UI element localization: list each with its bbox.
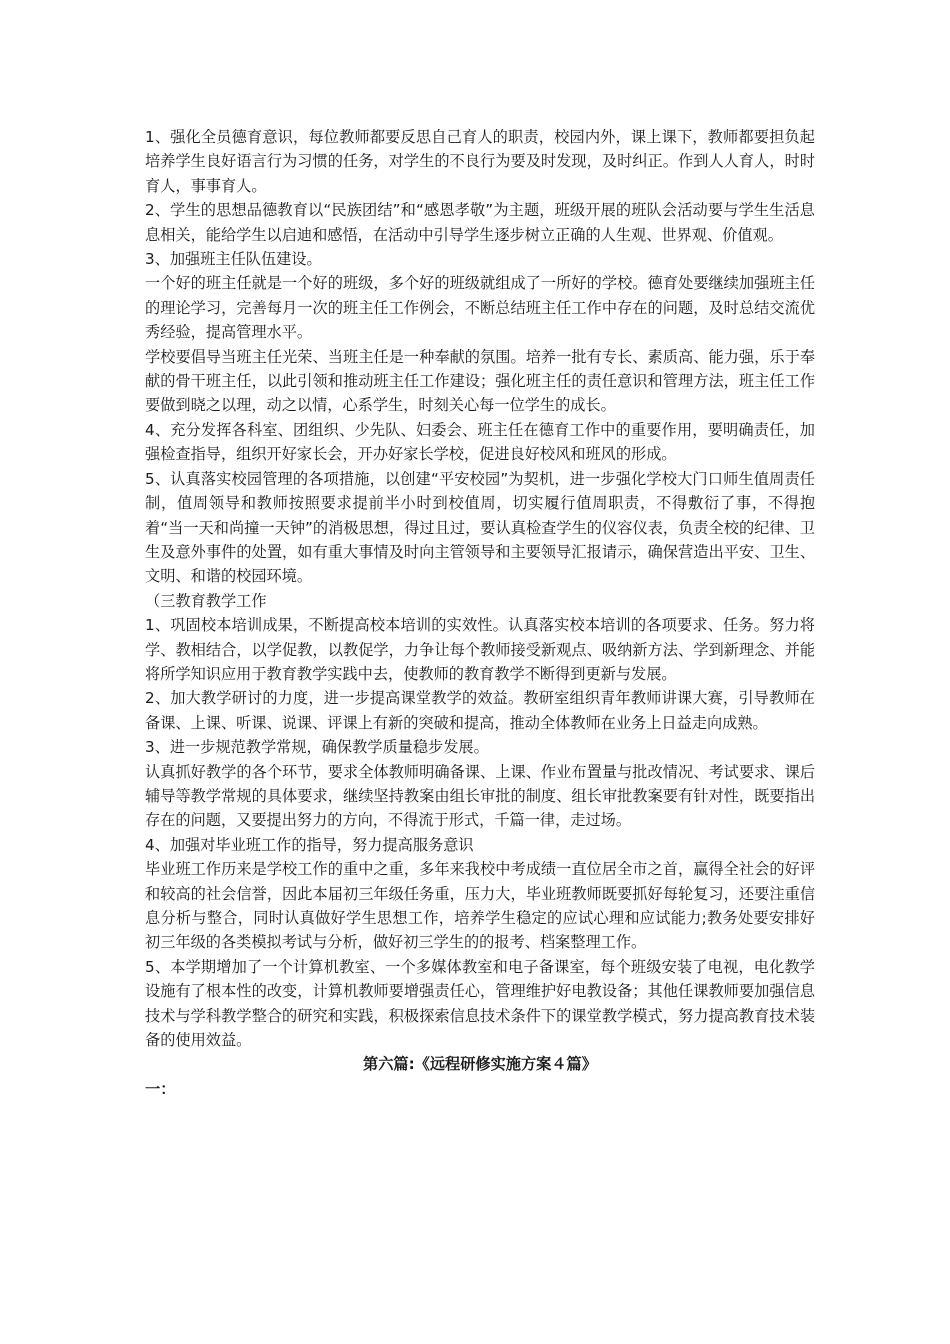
paragraph-class-teacher-team: 3、加强班主任队伍建设。 [145, 250, 322, 269]
paragraph-departments-role: 4、充分发挥各科室、团组织、少先队、妇委会、班主任在德育工作中的重要作用，要明确责任，加强检查指导，组织开好家长会，开办好家长学校，促进良好校风和班风的形成。 [145, 420, 815, 464]
paragraph-school-training: 1、巩固校本培训成果，不断提高校本培训的实效性。认真落实校本培训的各项要求、任务。努力将学、教相结合，以学促教，以教促学，力争让每个教师接受新观点、吸纳新方法、学到新理念、并能将所学知识应用于教育教学实践中去，使教师的教育教学不断得到更新与发展。 [145, 616, 815, 683]
paragraph-graduating-class-detail: 毕业班工作历来是学校工作的重中之重，多年来我校中考成绩一直位居全市之首，赢得全社会的好评和较高的社会信誉，因此本届初三年级任务重，压力大，毕业班教师既要抓好每轮复习，还要注重信息分析与整合，同时认真做好学生思想工作，培养学生稳定的应试心理和应试能力;教务处要安排好初三年级的各类模拟考试与分析，做好初三学生的的报考、档案整理工作。 [145, 860, 815, 952]
paragraph-class-teacher-honor: 学校要倡导当班主任光荣、当班主任是一种奉献的氛围。培养一批有专长、素质高、能力强，乐于奉献的骨干班主任，以此引领和推动班主任工作建设；强化班主任的责任意识和管理方法，班主任工作要做到晓之以理，动之以情，心系学生，时刻关心每一位学生的成长。 [145, 347, 815, 415]
paragraph-moral-awareness: 1、强化全员德育意识，每位教师都要反思自己育人的职责，校园内外，课上课下，教师都要担负起培养学生良好语言行为习惯的任务，对学生的不良行为要及时发现，及时纠正。作到人人育人，时时育人，事事育人。 [145, 128, 815, 195]
paragraph-graduating-class: 4、加强对毕业班工作的指导，努力提高服务意识 [145, 835, 474, 854]
document-body [145, 125, 815, 1101]
paragraph-teaching-routine: 3、进一步规范教学常规，确保教学质量稳步发展。 [145, 738, 489, 757]
paragraph-teaching-research: 2、加大教学研讨的力度，进一步提高课堂教学的效益。教研室组织青年教师讲课大赛，引导教师在备课、上课、听课、说课、评课上有新的突破和提高，推动全体教师在业务上日益走向成熟。 [145, 689, 815, 732]
section-heading: 第六篇:《远程研修实施方案４篇》 [363, 1055, 597, 1074]
trailing-text: 一： [145, 1079, 176, 1098]
paragraph-campus-safety: 5、认真落实校园管理的各项措施，以创建“平安校园”为契机，进一步强化学校大门口师生值周责任制，值周领导和教师按照要求提前半小时到校值周，切实履行值周职责，不得敷衍了事，不得抱着“当一天和尚撞一天钟”的消极思想，得过且过，要认真检查学生的仪容仪表，负责全校的纪律、卫生及意外事件的处置，如有重大事情及时向主管领导和主要领导汇报请示，确保营造出平安、卫生、文明、和谐的校园环境。 [145, 469, 815, 586]
paragraph-moral-education-theme: 2、学生的思想品德教育以“民族团结”和“感恩孝敬”为主题，班级开展的班队会活动要与学生生活息息相关，能给学生以启迪和感悟，在活动中引导学生逐步树立正确的人生观、世界观、价值观。 [145, 201, 815, 244]
paragraph-class-teacher-study: 一个好的班主任就是一个好的班级，多个好的班级就组成了一所好的学校。德育处要继续加强班主任的理论学习，完善每月一次的班主任工作例会，不断总结班主任工作中存在的问题，及时总结交流优秀经验，提高管理水平。 [145, 274, 815, 342]
paragraph-computer-rooms: 5、本学期增加了一个计算机教室、一个多媒体教室和电子备课室，每个班级安装了电视，电化教学设施有了根本性的改变，计算机教师要增强责任心，管理维护好电教设备；其他任课教师要加强信息技术与学科教学整合的研究和实践，积极探索信息技术条件下的课堂教学模式，努力提高教育技术装备的使用效益。 [145, 957, 815, 1050]
subsection-heading-teaching: （三教育教学工作 [145, 591, 267, 610]
paragraph-teaching-routine-detail: 认真抓好教学的各个环节，要求全体教师明确备课、上课、作业布置量与批改情况、考试要求、课后辅导等教学常规的具体要求，继续坚持教案由组长审批的制度、组长审批教案要有针对性，既要指出存在的问题，又要提出努力的方向，不得流于形式，千篇一律，走过场。 [145, 762, 815, 830]
